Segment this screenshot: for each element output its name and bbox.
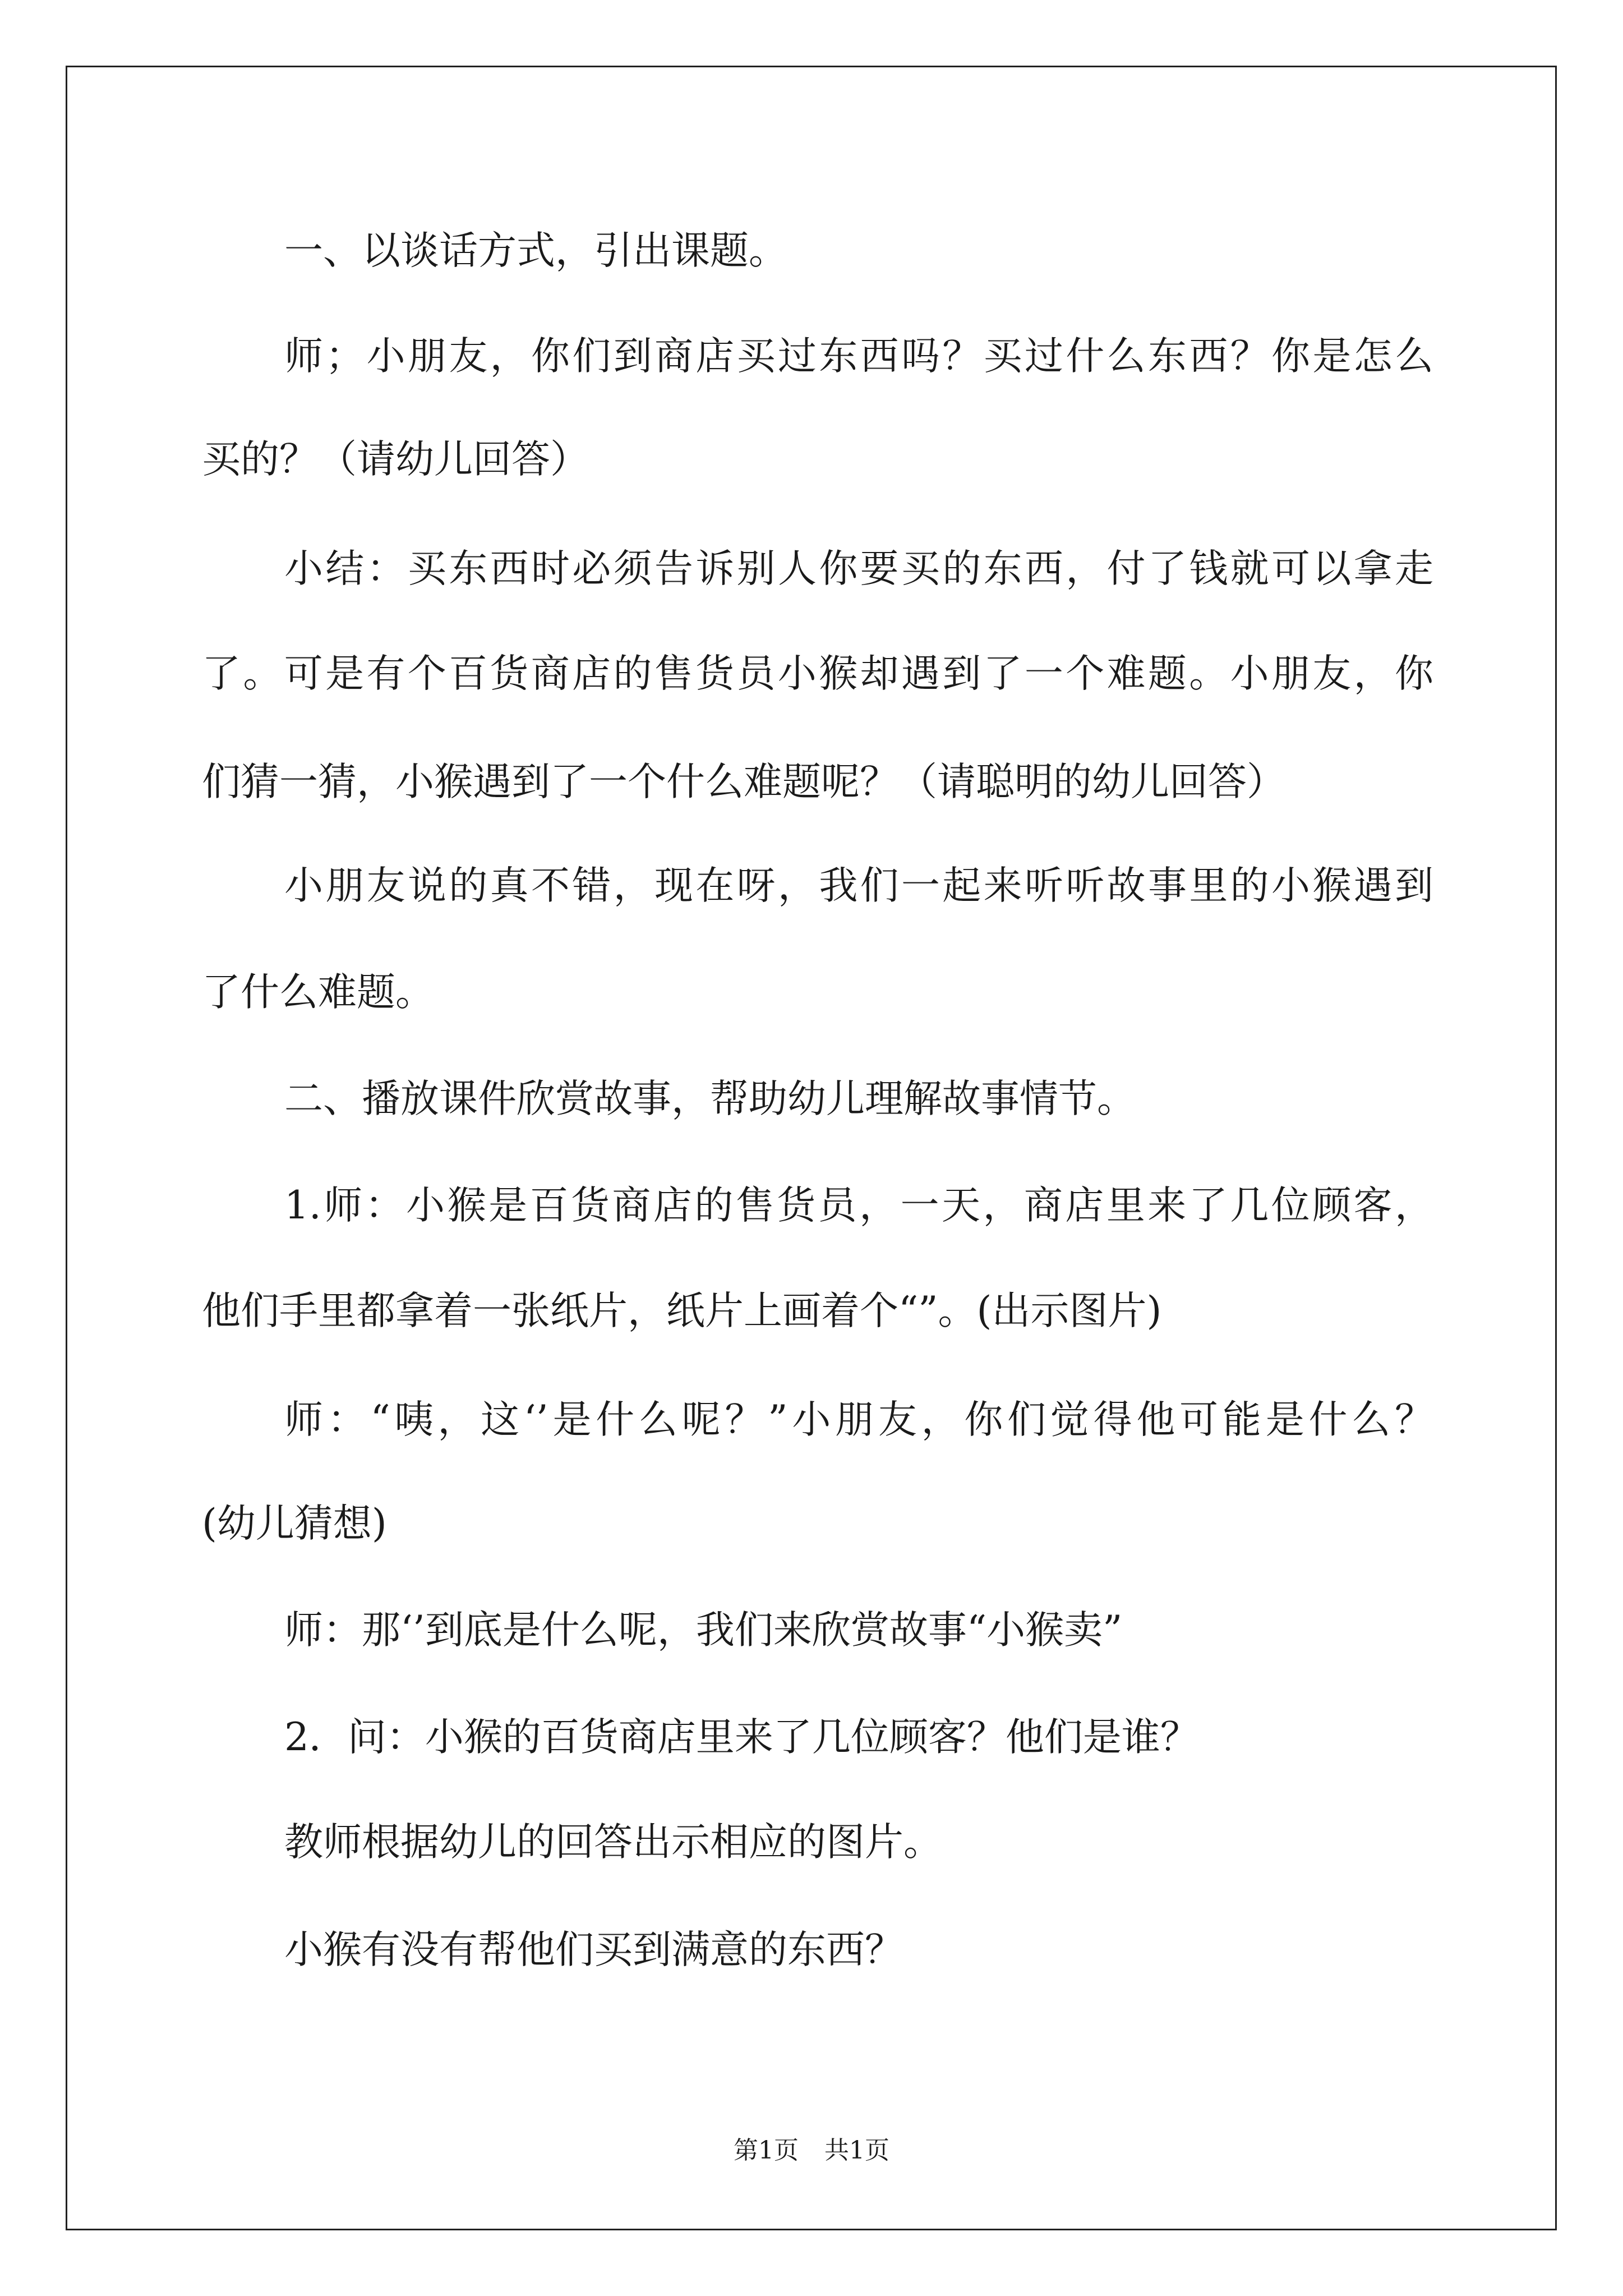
- paragraph-line: 师：“咦，这‘’是什么呢？”小朋友，你们觉得他可能是什么？: [284, 1397, 1433, 1442]
- paragraph-line: 买的？（请幼儿回答）: [202, 437, 589, 482]
- page-footer: [0, 2138, 1623, 2163]
- paragraph-line: 小猴有没有帮他们买到满意的东西？: [284, 1927, 903, 1972]
- paragraph-line: 一、以谈话方式，引出课题。: [284, 228, 787, 273]
- paragraph-line: 了。可是有个百货商店的售货员小猴却遇到了一个难题。小朋友，你: [202, 651, 1433, 696]
- page-number: 第1页: [734, 2136, 799, 2165]
- paragraph-line: 教师根据幼儿的回答出示相应的图片。: [284, 1820, 942, 1865]
- paragraph-line: 2．问：小猴的百货商店里来了几位顾客？他们是谁？: [284, 1715, 1199, 1760]
- paragraph-line: 小结：买东西时必须告诉别人你要买的东西，付了钱就可以拿走: [284, 546, 1433, 591]
- page-total: 共1页: [824, 2136, 889, 2165]
- paragraph-line: 二、播放课件欣赏故事，帮助幼儿理解故事情节。: [284, 1076, 1136, 1121]
- paragraph-line: 了什么难题。: [202, 970, 434, 1015]
- paragraph-line: 师；小朋友，你们到商店买过东西吗？买过什么东西？你是怎么: [284, 334, 1433, 379]
- paragraph-line: (幼儿猜想): [202, 1501, 387, 1546]
- paragraph-line: 小朋友说的真不错，现在呀，我们一起来听听故事里的小猴遇到: [284, 863, 1433, 908]
- paragraph-line: 1.师：小猴是百货商店的售货员，一天，商店里来了几位顾客，: [284, 1183, 1433, 1228]
- paragraph-line: 们猜一猜，小猴遇到了一个什么难题呢？（请聪明的幼儿回答）: [202, 760, 1285, 804]
- paragraph-line: 他们手里都拿着一张纸片，纸片上画着个“”。(出示图片): [202, 1289, 1162, 1333]
- page-border: [66, 66, 1557, 2230]
- paragraph-line: 师：那‘’到底是什么呢，我们来欣赏故事“小猴卖”: [284, 1608, 1123, 1653]
